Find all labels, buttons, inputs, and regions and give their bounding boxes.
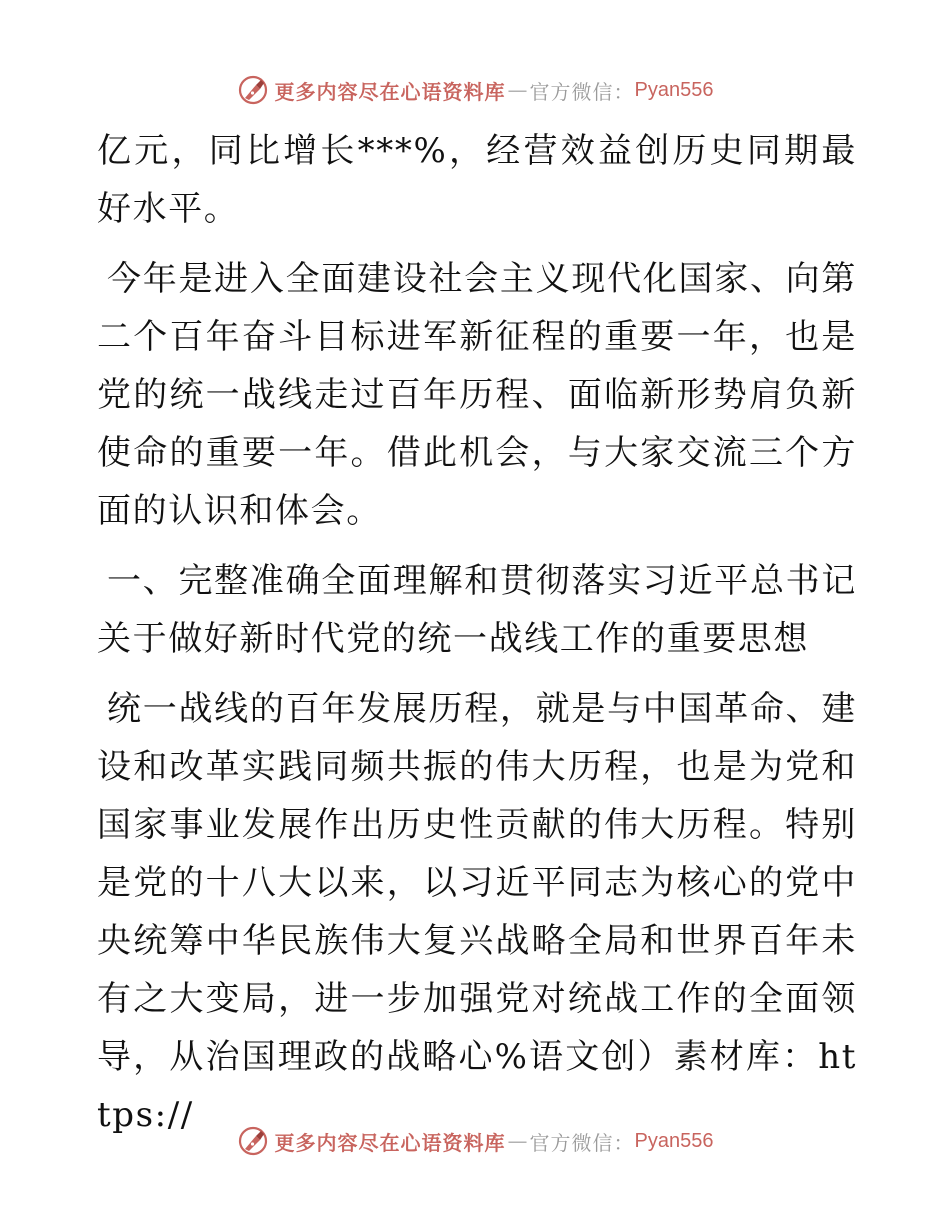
banner-wechat-id: Pyan556 [634,1129,714,1152]
paragraph-1: 亿元，同比增长***%，经营效益创历史同期最好水平。 [97,131,857,229]
banner-site-name: 更多内容尽在心语资料库 [274,79,506,104]
header-watermark-banner [0,70,950,110]
paragraph-3: 统一战线的百年发展历程，就是与中国革命、建设和改革实践同频共振的伟大历程，也是为党和国家事业发展作出历史性贡献的伟大历程。特别是党的十八大以来，以习近平同志为核心的党中央统筹中华民族伟大复兴战略全局和世界百年未有之大变局，进一步加强党对统战工作的全面领导，从治国理政的战略心%语文创）素材库：https:// [97,689,857,1135]
section-heading-1: 一、完整准确全面理解和贯彻落实习近平总书记关于做好新时代党的统一战线工作的重要思想 [97,561,857,659]
banner-dash: — [507,1129,528,1153]
banner-dash: — [507,78,528,102]
pen-nib-logo-icon [237,74,269,106]
banner-wechat-label: 官方微信： [529,79,635,104]
footer-watermark-banner [0,1121,950,1161]
pen-nib-logo-icon [237,1125,269,1157]
banner-site-name: 更多内容尽在心语资料库 [274,1130,506,1155]
paragraph-2: 今年是进入全面建设社会主义现代化国家、向第二个百年奋斗目标进军新征程的重要一年，也是党的统一战线走过百年历程、面临新形势肩负新使命的重要一年。借此机会，与大家交流三个方面的认识和体会。 [97,259,857,531]
banner-wechat-label: 官方微信： [529,1130,635,1155]
banner-wechat-id: Pyan556 [634,78,714,101]
document-body [97,122,857,1156]
